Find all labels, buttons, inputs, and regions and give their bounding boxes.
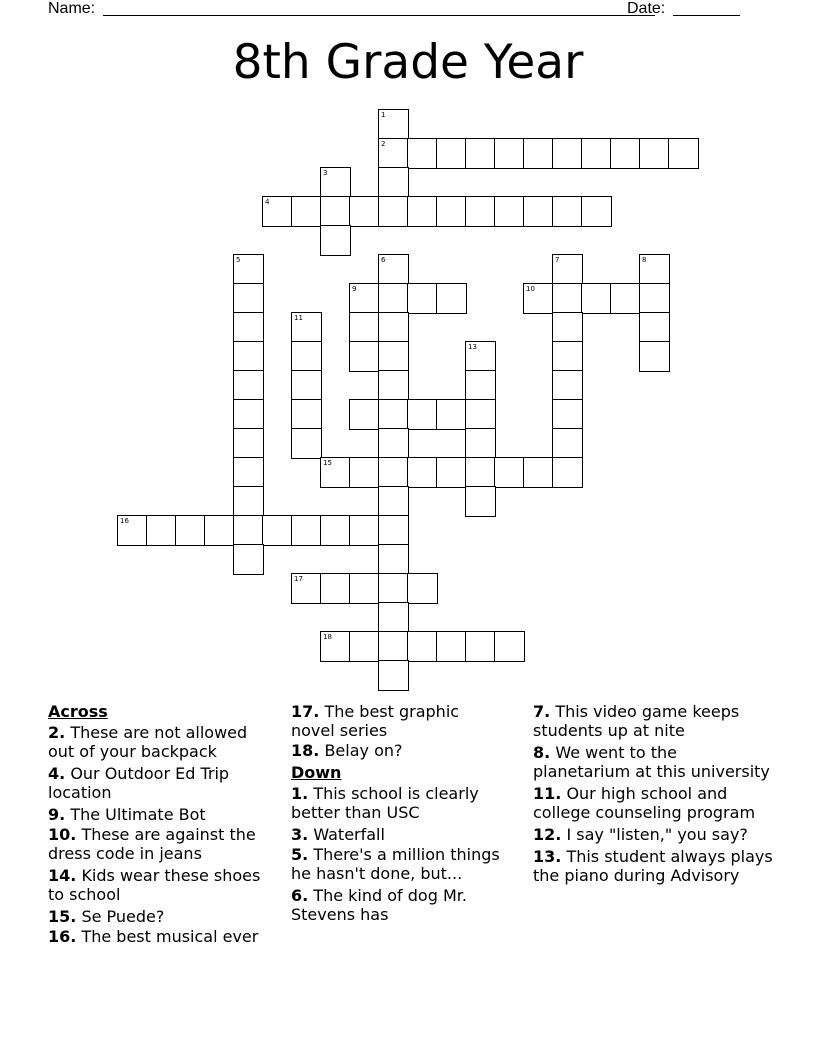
grid-cell[interactable] [494,196,525,227]
grid-cell[interactable] [378,109,409,140]
grid-cell[interactable] [378,399,409,430]
grid-cell[interactable] [262,515,293,546]
grid-cell[interactable] [552,457,583,488]
grid-cell[interactable] [378,283,409,314]
across-clue: 4. Our Outdoor Ed Trip location [48,764,230,802]
grid-cell[interactable] [378,428,409,459]
clue-number: 11 [294,314,303,322]
clue-number: 15 [323,459,332,467]
grid-cell[interactable] [320,167,351,198]
grid-cell[interactable] [378,573,409,604]
grid-cell[interactable] [407,283,438,314]
grid-cell[interactable] [320,457,351,488]
down-clue: 7. This video game keeps students up at nite [533,702,740,740]
grid-cell[interactable] [349,457,380,488]
grid-cell[interactable] [465,399,496,430]
grid-cell[interactable] [349,399,380,430]
clue-number: 17 [294,575,303,583]
header [48,0,768,20]
grid-cell[interactable] [378,631,409,662]
grid-cell[interactable] [494,457,525,488]
grid-cell[interactable] [465,457,496,488]
across-clue: 15. Se Puede? [48,907,165,926]
grid-cell[interactable] [320,196,351,227]
grid-cell[interactable] [668,138,699,169]
grid-cell[interactable] [378,312,409,343]
grid-cell[interactable] [552,312,583,343]
clue-number: 3 [323,169,328,177]
grid-cell[interactable] [320,631,351,662]
grid-cell[interactable] [523,138,554,169]
grid-cell[interactable] [552,370,583,401]
grid-cell[interactable] [233,544,264,575]
down-heading: Down [291,763,342,782]
grid-cell[interactable] [465,341,496,372]
grid-cell[interactable] [378,544,409,575]
grid-cell[interactable] [494,138,525,169]
grid-cell[interactable] [204,515,235,546]
grid-cell[interactable] [378,196,409,227]
clue-number: 1 [381,111,386,119]
grid-cell[interactable] [117,515,148,546]
down-clue: 6. The kind of dog Mr. Stevens has [291,886,467,924]
name-label: Name: [48,0,96,17]
grid-cell[interactable] [233,312,264,343]
across-clue: 17. The best graphic novel series [291,702,460,740]
grid-cell[interactable] [436,631,467,662]
clue-number: 10 [526,285,535,293]
grid-cell[interactable] [523,457,554,488]
name-field[interactable] [103,15,655,16]
grid-cell[interactable] [639,341,670,372]
across-clue: 10. These are against the dress code in jeans [48,825,256,863]
grid-cell[interactable] [349,196,380,227]
grid-cell[interactable] [407,138,438,169]
grid-cell[interactable] [378,341,409,372]
clue-number: 18 [323,633,332,641]
down-clue: 1. This school is clearly better than USC [291,784,479,822]
grid-cell[interactable] [407,196,438,227]
grid-cell[interactable] [436,196,467,227]
clues-column-1 [48,702,278,949]
grid-cell[interactable] [233,486,264,517]
clue-number: 6 [381,256,386,264]
grid-cell[interactable] [233,515,264,546]
grid-cell[interactable] [610,138,641,169]
grid-cell[interactable] [146,515,177,546]
grid-cell[interactable] [349,341,380,372]
down-clue: 3. Waterfall [291,825,385,844]
grid-cell[interactable] [233,399,264,430]
grid-cell[interactable] [552,341,583,372]
clue-number: 8 [642,256,647,264]
grid-cell[interactable] [639,283,670,314]
grid-cell[interactable] [639,254,670,285]
grid-cell[interactable] [610,283,641,314]
clue-number: 9 [352,285,357,293]
grid-cell[interactable] [407,631,438,662]
clue-number: 16 [120,517,129,525]
grid-cell[interactable] [465,196,496,227]
grid-cell[interactable] [552,283,583,314]
grid-cell[interactable] [465,138,496,169]
down-clue: 12. I say "listen," you say? [533,825,748,844]
grid-cell[interactable] [291,428,322,459]
grid-cell[interactable] [378,457,409,488]
page-title: 8th Grade Year [232,35,584,90]
grid-cell[interactable] [581,196,612,227]
grid-cell[interactable] [407,573,438,604]
grid-cell[interactable] [465,428,496,459]
grid-cell[interactable] [291,370,322,401]
grid-cell[interactable] [552,196,583,227]
clue-number: 5 [236,256,241,264]
grid-cell[interactable] [407,457,438,488]
grid-cell[interactable] [639,138,670,169]
grid-cell[interactable] [639,312,670,343]
across-clue: 16. The best musical ever [48,927,259,946]
grid-cell[interactable] [552,399,583,430]
date-field[interactable] [673,15,740,16]
clues-column-3 [533,702,773,888]
down-clue: 13. This student always plays the piano during Advisory [533,847,773,885]
down-clue: 11. Our high school and college counseling program [533,784,756,822]
grid-cell[interactable] [262,196,293,227]
grid-cell[interactable] [320,225,351,256]
grid-cell[interactable] [349,312,380,343]
across-clue: 18. Belay on? [291,741,403,760]
grid-cell[interactable] [378,602,409,633]
grid-cell[interactable] [175,515,206,546]
grid-cell[interactable] [436,138,467,169]
date-label: Date: [627,0,666,17]
grid-cell[interactable] [233,283,264,314]
grid-cell[interactable] [233,457,264,488]
down-clue: 8. We went to the planetarium at this university [533,743,770,781]
grid-cell[interactable] [291,515,322,546]
clue-number: 2 [381,140,386,148]
grid-cell[interactable] [465,370,496,401]
grid-cell[interactable] [436,457,467,488]
grid-cell[interactable] [378,515,409,546]
grid-cell[interactable] [349,515,380,546]
grid-cell[interactable] [378,370,409,401]
grid-cell[interactable] [233,428,264,459]
grid-cell[interactable] [378,486,409,517]
clue-number: 7 [555,256,560,264]
grid-cell[interactable] [291,341,322,372]
grid-cell[interactable] [378,254,409,285]
grid-cell[interactable] [552,138,583,169]
grid-cell[interactable] [233,254,264,285]
grid-cell[interactable] [378,167,409,198]
grid-cell[interactable] [465,631,496,662]
down-clue: 5. There's a million things he hasn't done, but... [291,845,500,883]
grid-cell[interactable] [233,341,264,372]
grid-cell[interactable] [552,254,583,285]
grid-cell[interactable] [581,138,612,169]
grid-cell[interactable] [581,283,612,314]
grid-cell[interactable] [378,138,409,169]
grid-cell[interactable] [291,399,322,430]
grid-cell[interactable] [320,573,351,604]
grid-cell[interactable] [291,573,322,604]
grid-cell[interactable] [320,515,351,546]
grid-cell[interactable] [349,631,380,662]
grid-cell[interactable] [465,486,496,517]
across-clue: 14. Kids wear these shoes to school [48,866,261,904]
grid-cell[interactable] [494,631,525,662]
across-clue: 2. These are not allowed out of your backpack [48,723,248,761]
grid-cell[interactable] [378,660,409,691]
grid-cell[interactable] [407,399,438,430]
grid-cell[interactable] [523,283,554,314]
grid-cell[interactable] [523,196,554,227]
grid-cell[interactable] [291,312,322,343]
grid-cell[interactable] [349,573,380,604]
grid-cell[interactable] [233,370,264,401]
clue-number: 13 [468,343,477,351]
grid-cell[interactable] [291,196,322,227]
across-clue: 9. The Ultimate Bot [48,805,206,824]
grid-cell[interactable] [349,283,380,314]
grid-cell[interactable] [552,428,583,459]
grid-cell[interactable] [436,399,467,430]
clue-number: 4 [265,198,270,206]
grid-cell[interactable] [436,283,467,314]
across-heading: Across [48,702,108,721]
clues-column-2 [291,702,501,927]
